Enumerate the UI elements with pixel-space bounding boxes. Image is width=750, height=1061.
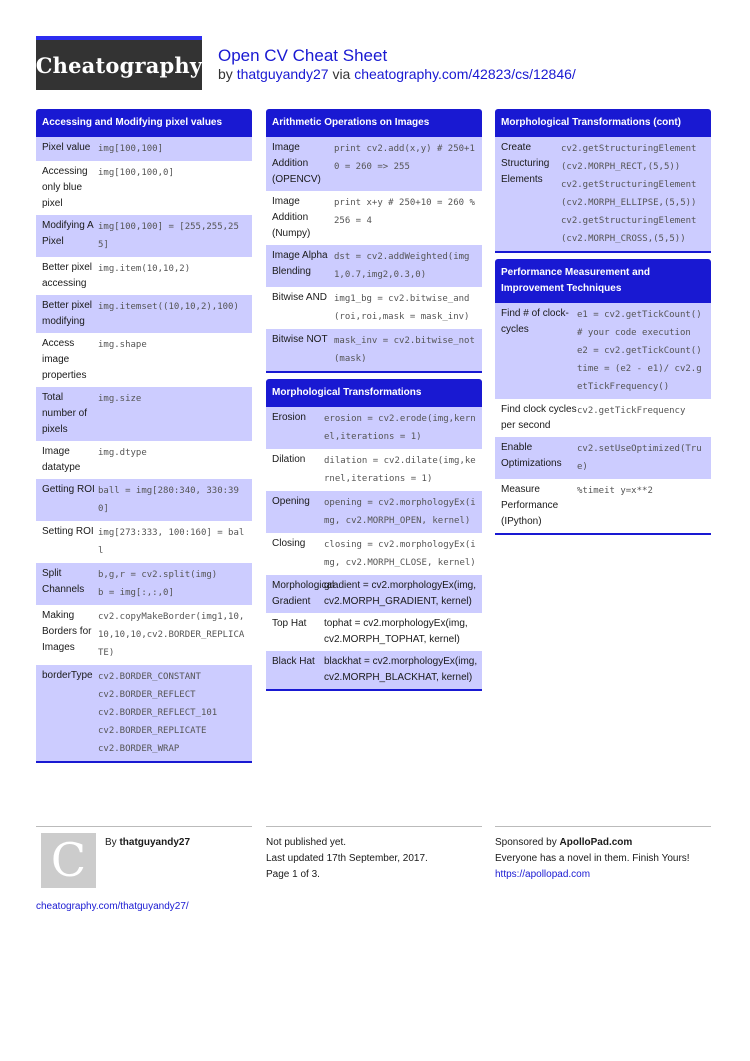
row-value [98,608,252,662]
table-row [495,137,711,251]
table-row [36,563,252,605]
code-line: # your code execution [577,328,691,338]
code-line: img.shape [98,340,147,350]
code-line: cv2.setUseOptimized(True) [577,444,702,472]
code-line: closing = cv2.morphologyEx(img, cv2.MORPH_CLOSE, kernel) [324,540,476,568]
code-line: img[100,100] [98,144,164,154]
row-value [577,402,711,434]
last-updated: Last updated 17th September, 2017. [266,853,428,864]
page-number: Page 1 of 3. [266,869,320,880]
table-row [36,257,252,295]
table-row [266,407,482,449]
code-line: dilation = cv2.dilate(img,kernel,iterations = 1) [324,456,476,484]
row-label: Bitwise NOT [272,334,328,345]
row-label: Better pixel modifying [42,300,93,327]
table-row [36,295,252,333]
logo-text: Cheatography [35,52,203,78]
sponsor-label: Sponsored by [495,837,557,848]
section-title: Morphological Transformations [266,379,482,407]
row-value [98,566,252,602]
row-label: Dilation [272,454,306,465]
code-line: img1_bg = cv2.bitwise_and(roi,roi,mask = mask_inv) [334,294,470,322]
row-label: Accessing only blue pixel [42,166,88,209]
via-label: via [332,66,351,82]
table-row [266,245,482,287]
code-line: cv2.BORDER_REFLECT [98,690,196,700]
code-line: cv2.getStructuringElement(cv2.MORPH_RECT,(5,5)) [561,144,697,172]
row-value [324,452,482,488]
column-2 [266,109,482,697]
row-value [98,336,252,384]
row-label: Total number of pixels [42,392,88,435]
sponsor-name: ApolloPad.com [559,837,633,848]
column-3 [495,109,711,541]
table-row [36,333,252,387]
row-value [334,194,482,242]
row-value [98,298,252,330]
code-line: img.itemset((10,10,2),100) [98,302,239,312]
row-label: Getting ROI [42,484,95,495]
sponsor-link[interactable]: https://apollopad.com [495,869,591,880]
table-row [266,575,482,613]
code-line: opening = cv2.morphologyEx(img, cv2.MORPH_OPEN, kernel) [324,498,476,526]
section-title: Arithmetic Operations on Images [266,109,482,137]
row-value [98,524,252,560]
row-label: Find # of clock-cycles [501,308,569,335]
row-label: Find clock cycles per second [501,404,577,431]
code-line: img.size [98,394,142,404]
table-row [36,137,252,161]
row-label: Bitwise AND [272,292,328,303]
table-row [36,665,252,761]
row-value [324,494,482,530]
code-line: tophat = cv2.morphologyEx(img, cv2.MORPH_TOPHAT, kernel) [324,618,468,645]
code-line: cv2.copyMakeBorder(img1,10,10,10,10,cv2.BORDER_REPLICATE) [98,612,245,658]
code-line: e1 = cv2.getTickCount() [577,310,702,320]
table-row [266,287,482,329]
section-title: Accessing and Modifying pixel values [36,109,252,137]
row-value [98,668,252,758]
row-label: Create Structuring Elements [501,142,550,185]
code-line: b = img[:,:,0] [98,588,174,598]
row-value [98,390,252,438]
row-value [98,260,252,292]
code-line: time = (e2 - e1)/ cv2.getTickFrequency() [577,364,702,392]
cheatography-logo[interactable] [36,36,202,90]
row-label: Closing [272,538,306,549]
author-profile-link[interactable]: cheatography.com/thatguyandy27/ [36,901,189,912]
table-row [36,387,252,441]
table-row [36,441,252,479]
code-line: dst = cv2.addWeighted(img1,0.7,img2,0.3,0) [334,252,470,280]
section [266,379,482,691]
code-line: print x+y # 250+10 = 260 % 256 = 4 [334,198,475,226]
section [36,109,252,763]
table-row [266,449,482,491]
code-line: img[100,100,0] [98,168,174,178]
row-label: Setting ROI [42,526,94,537]
section [495,109,711,253]
code-line: b,g,r = cv2.split(img) [98,570,218,580]
section-title: Morphological Transformations (cont) [495,109,711,137]
row-value [334,248,482,284]
code-line: cv2.BORDER_WRAP [98,744,180,754]
table-row [495,437,711,479]
code-line: mask_inv = cv2.bitwise_not(mask) [334,336,475,364]
table-row [495,479,711,533]
row-value [324,578,482,610]
section [266,109,482,373]
row-value [324,410,482,446]
code-line: cv2.getStructuringElement(cv2.MORPH_ELLIPSE,(5,5)) [561,180,697,208]
section-title: Performance Measurement and Improvement Techniques [495,259,711,303]
row-label: Enable Optimizations [501,442,562,469]
table-row [36,161,252,215]
code-line: erosion = cv2.erode(img,kernel,iterations = 1) [324,414,476,442]
by-label: by [218,66,233,82]
code-line: cv2.BORDER_REPLICATE [98,726,207,736]
code-line: img[273:333, 100:160] = ball [98,528,245,556]
footer-status [266,826,482,883]
table-row [36,605,252,665]
row-value [577,440,711,476]
table-row [266,137,482,191]
row-value [98,482,252,518]
row-label: Modifying A Pixel [42,220,94,247]
author-link[interactable]: thatguyandy27 [236,66,329,82]
row-label: Top Hat [272,618,307,629]
row-value [334,140,482,188]
row-label: Making Borders for Images [42,610,92,653]
footer-author-name: thatguyandy27 [119,837,191,848]
row-label: Split Channels [42,568,85,595]
table-row [495,303,711,399]
sponsor-tagline: Everyone has a novel in them. Finish Yours! [495,853,690,864]
table-row [266,613,482,651]
table-row [266,491,482,533]
table-row [266,329,482,371]
code-line: ball = img[280:340, 330:390] [98,486,239,514]
row-label: Image datatype [42,446,81,473]
row-value [98,218,252,254]
code-line: print cv2.add(x,y) # 250+10 = 260 => 255 [334,144,475,172]
row-label: Measure Performance (IPython) [501,484,559,527]
code-line: e2 = cv2.getTickCount() [577,346,702,356]
code-line: cv2.getTickFrequency [577,406,686,416]
row-value [324,654,482,686]
row-value [98,164,252,212]
code-line: img[100,100] = [255,255,255] [98,222,239,250]
row-label: Opening [272,496,310,507]
row-label: Better pixel accessing [42,262,93,289]
row-label: Pixel value [42,142,91,153]
row-label: borderType [42,670,93,681]
code-line: cv2.BORDER_CONSTANT [98,672,201,682]
code-line: cv2.getStructuringElement(cv2.MORPH_CROSS,(5,5)) [561,216,697,244]
table-row [266,191,482,245]
table-row [36,215,252,257]
row-value [577,306,711,396]
row-value [324,536,482,572]
table-row [36,479,252,521]
table-row [36,521,252,563]
column-1 [36,109,252,769]
row-value [561,140,711,248]
section [495,259,711,535]
row-value [577,482,711,530]
by-label: By [105,837,117,848]
row-value [324,616,482,648]
row-value [98,444,252,476]
publish-status: Not published yet. [266,837,347,848]
author-avatar: C [41,833,96,888]
code-line: gradient = cv2.morphologyEx(img, cv2.MORPH_GRADIENT, kernel) [324,580,477,607]
row-value [334,332,482,368]
code-line: %timeit y=x**2 [577,486,653,496]
sheet-url-link[interactable]: cheatography.com/42823/cs/12846/ [354,66,576,82]
row-label: Image Alpha Blending [272,250,328,277]
code-line: blackhat = cv2.morphologyEx(img, cv2.MORPH_BLACKHAT, kernel) [324,656,478,683]
row-value [334,290,482,326]
table-row [495,399,711,437]
row-value [98,140,252,158]
code-line: img.item(10,10,2) [98,264,191,274]
row-label: Image Addition (OPENCV) [272,142,321,185]
byline [218,66,576,82]
table-row [266,533,482,575]
row-label: Image Addition (Numpy) [272,196,311,239]
row-label: Erosion [272,412,306,423]
row-label: Black Hat [272,656,315,667]
page-title: Open CV Cheat Sheet [218,46,388,65]
code-line: cv2.BORDER_REFLECT_101 [98,708,218,718]
code-line: img.dtype [98,448,147,458]
footer-sponsor [495,826,711,883]
table-row [266,651,482,689]
row-label: Morphological Gradient [272,580,335,607]
row-label: Access image properties [42,338,87,381]
